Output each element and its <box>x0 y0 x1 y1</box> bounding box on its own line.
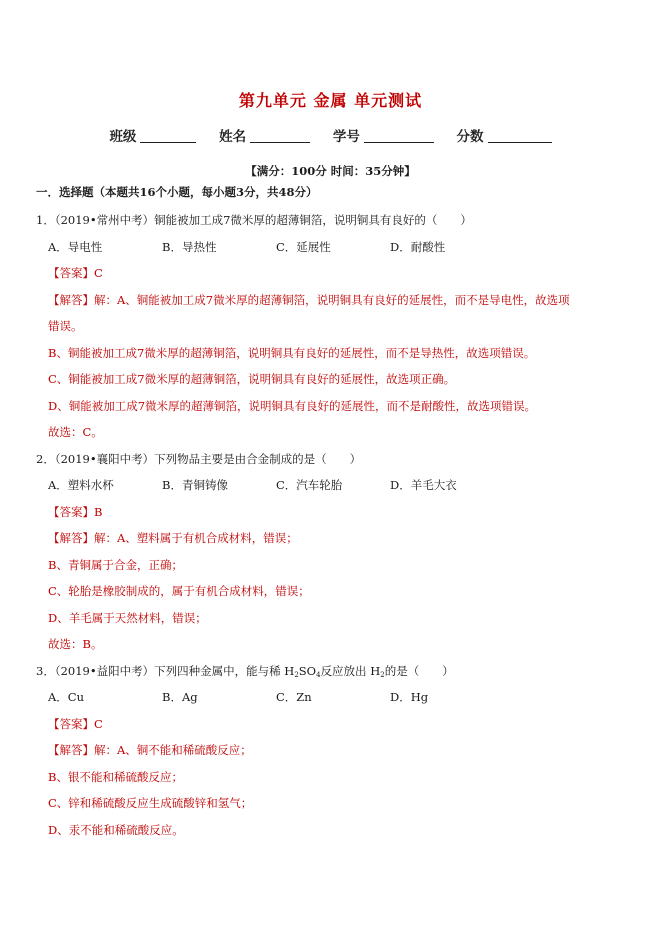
option-d: D．耐酸性 <box>390 240 446 254</box>
question-3-stem: 3．（2019•益阳中考）下列四种金属中，能与稀 $H_2SO_4$反应放出 $H_2$的是（ ） <box>36 664 454 679</box>
option-d: D．Hg <box>390 690 429 704</box>
question-2-analysis-line: D、羊毛属于天然材料，错误； <box>48 611 207 625</box>
name-blank[interactable] <box>250 141 310 143</box>
number-blank[interactable] <box>364 141 434 143</box>
option-c: C．汽车轮胎 <box>276 478 343 492</box>
question-3-analysis-line: B、银不能和稀硫酸反应； <box>48 770 183 784</box>
class-blank[interactable] <box>140 141 196 143</box>
question-1-answer: 【答案】C <box>48 266 103 280</box>
option-a: A．导电性 <box>48 240 103 254</box>
name-field: 姓名 <box>219 129 310 145</box>
question-1-analysis-line: 【解答】解：A、铜能被加工成7微米厚的超薄铜箔，说明铜具有良好的延展性，而不是导电性，故选项 <box>48 293 570 307</box>
question-2-analysis-line: C、轮胎是橡胶制成的，属于有机合成材料，错误； <box>48 584 310 598</box>
question-3-analysis-line: C、锌和稀硫酸反应生成硫酸锌和氢气； <box>48 796 253 810</box>
option-a: A．塑料水杯 <box>48 478 114 492</box>
section-heading: 一．选择题（本题共16个小题，每小题3分，共48分） <box>36 185 318 199</box>
exam-meta: 【满分：100分 时间：35分钟】 <box>245 164 416 178</box>
score-blank[interactable] <box>488 141 552 143</box>
question-1-analysis-line: C、铜能被加工成7微米厚的超薄铜箔，说明铜具有良好的延展性，故选项正确。 <box>48 372 456 386</box>
question-1-stem: 1．（2019•常州中考）铜能被加工成7微米厚的超薄铜箔，说明铜具有良好的（ ） <box>36 213 472 227</box>
class-field: 班级 <box>109 129 196 145</box>
question-1-analysis-line: D、铜能被加工成7微米厚的超薄铜箔，说明铜具有良好的延展性，而不是耐酸性，故选项错误。 <box>48 399 537 413</box>
student-info-line <box>0 125 661 145</box>
option-c: C．Zn <box>276 690 312 704</box>
question-1-conclusion: 故选：C。 <box>48 425 103 439</box>
score-field: 分数 <box>457 129 552 145</box>
question-3-analysis-line: 【解答】解：A、铜不能和稀硫酸反应； <box>48 743 252 757</box>
question-3-answer: 【答案】C <box>48 717 103 731</box>
option-b: B．导热性 <box>162 240 217 254</box>
number-field: 学号 <box>333 129 434 145</box>
option-c: C．延展性 <box>276 240 331 254</box>
question-2-conclusion: 故选：B。 <box>48 637 103 651</box>
option-d: D．羊毛大衣 <box>390 478 457 492</box>
question-3-analysis-line: D、汞不能和稀硫酸反应。 <box>48 823 184 837</box>
option-b: B．Ag <box>162 690 198 704</box>
option-a: A．Cu <box>48 690 85 704</box>
question-2-stem: 2．（2019•襄阳中考）下列物品主要是由合金制成的是（ ） <box>36 452 362 466</box>
question-1-analysis-line: 错误。 <box>48 319 83 333</box>
question-1-analysis-line: B、铜能被加工成7微米厚的超薄铜箔，说明铜具有良好的延展性，而不是导热性，故选项错误。 <box>48 346 536 360</box>
page-title: 第九单元 金属 单元测试 <box>238 91 423 110</box>
question-2-analysis-line: B、青铜属于合金，正确； <box>48 558 183 572</box>
option-b: B．青铜铸像 <box>162 478 228 492</box>
question-2-answer: 【答案】B <box>48 505 103 519</box>
question-2-analysis-line: 【解答】解：A、塑料属于有机合成材料，错误； <box>48 531 298 545</box>
